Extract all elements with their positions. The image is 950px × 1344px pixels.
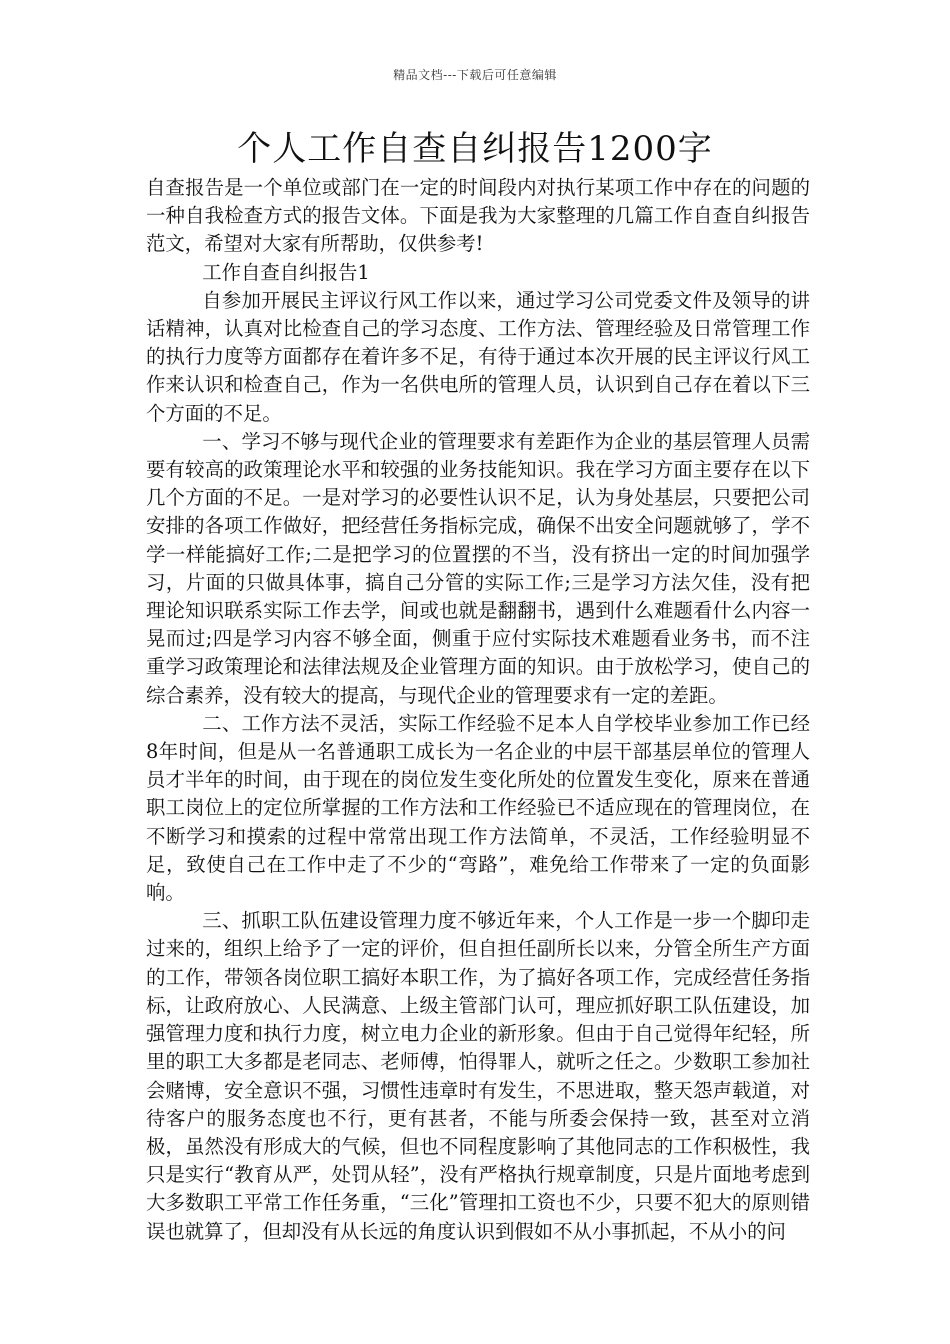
body-paragraph: 三、抓职工队伍建设管理力度不够近年来，个人工作是一步一个脚印走过来的，组织上给予了一定的评价，但自担任副所长以来，分管全所生产方面的工作，带领各岗位职工搞好本职工作，为了搞好各项工作，完成经营任务指标，让政府放心、人民满意、上级主管部门认可，理应抓好职工队伍建设，加强管理力度和执行力度，树立电力企业的新形象。但由于自己觉得年纪轻，所里的职工大多都是老同志、老师傅，怕得罪人，就听之任之。少数职工参加社会赌博，安全意识不强，习惯性违章时有发生，不思进取，整天怨声载道，对待客户的服务态度也不行，更有甚者，不能与所委会保持一致，甚至对立消极，虽然没有形成大的气候，但也不同程度影响了其他同志的工作积极性，我只是实行“教育从严，处罚从轻”，没有严格执行规章制度，只是片面地考虑到大多数职工平常工作任务重，“三化”管理扣工资也不少，只要不犯大的原则错误也就算了，但却没有从长远的角度认识到假如不从小事抓起，不从小的问 xyxy=(146,909,810,1243)
body-paragraph: 自参加开展民主评议行风工作以来，通过学习公司党委文件及领导的讲话精神，认真对比检查自己的学习态度、工作方法、管理经验及日常管理工作的执行力度等方面都存在着许多不足，有待于通过本次开展的民主评议行风工作来认识和检查自己，作为一名供电所的管理人员，认识到自己存在着以下三个方面的不足。 xyxy=(146,288,810,425)
page-header-note: 精品文档---下载后可任意编辑 xyxy=(393,68,557,82)
body-paragraph: 一、学习不够与现代企业的管理要求有差距作为企业的基层管理人员需要有较高的政策理论水平和较强的业务技能知识。我在学习方面主要存在以下几个方面的不足。一是对学习的必要性认识不足，认为身处基层，只要把公司安排的各项工作做好，把经营任务指标完成，确保不出安全问题就够了，学不学一样能搞好工作;二是把学习的位置摆的不当，没有挤出一定的时间加强学习，片面的只做具体事，搞自己分管的实际工作;三是学习方法欠佳，没有把理论知识联系实际工作去学，间或也就是翻翻书，遇到什么难题看什么内容一晃而过;四是学习内容不够全面，侧重于应付实际技术难题看业务书，而不注重学习政策理论和法律法规及企业管理方面的知识。由于放松学习，使自己的综合素养，没有较大的提高，与现代企业的管理要求有一定的差距。 xyxy=(146,429,810,707)
body-paragraph: 二、工作方法不灵活，实际工作经验不足本人自学校毕业参加工作已经8年时间，但是从一名普通职工成长为一名企业的中层干部基层单位的管理人员才半年的时间，由于现在的岗位发生变化所处的位置发生变化，原来在普通职工岗位上的定位所掌握的工作方法和工作经验已不适应现在的管理岗位，在不断学习和摸索的过程中常常出现工作方法简单，不灵活，工作经验明显不足，致使自己在工作中走了不少的“弯路”，难免给工作带来了一定的负面影响。 xyxy=(146,711,810,905)
document-body xyxy=(146,174,810,1246)
section-heading: 工作自查自纠报告1 xyxy=(202,260,370,284)
intro-paragraph: 自查报告是一个单位或部门在一定的时间段内对执行某项工作中存在的问题的一种自我检查方式的报告文体。下面是我为大家整理的几篇工作自查自纠报告范文，希望对大家有所帮助，仅供参考! xyxy=(146,176,810,256)
document-title: 个人工作自查自纠报告1200字 xyxy=(237,129,713,169)
